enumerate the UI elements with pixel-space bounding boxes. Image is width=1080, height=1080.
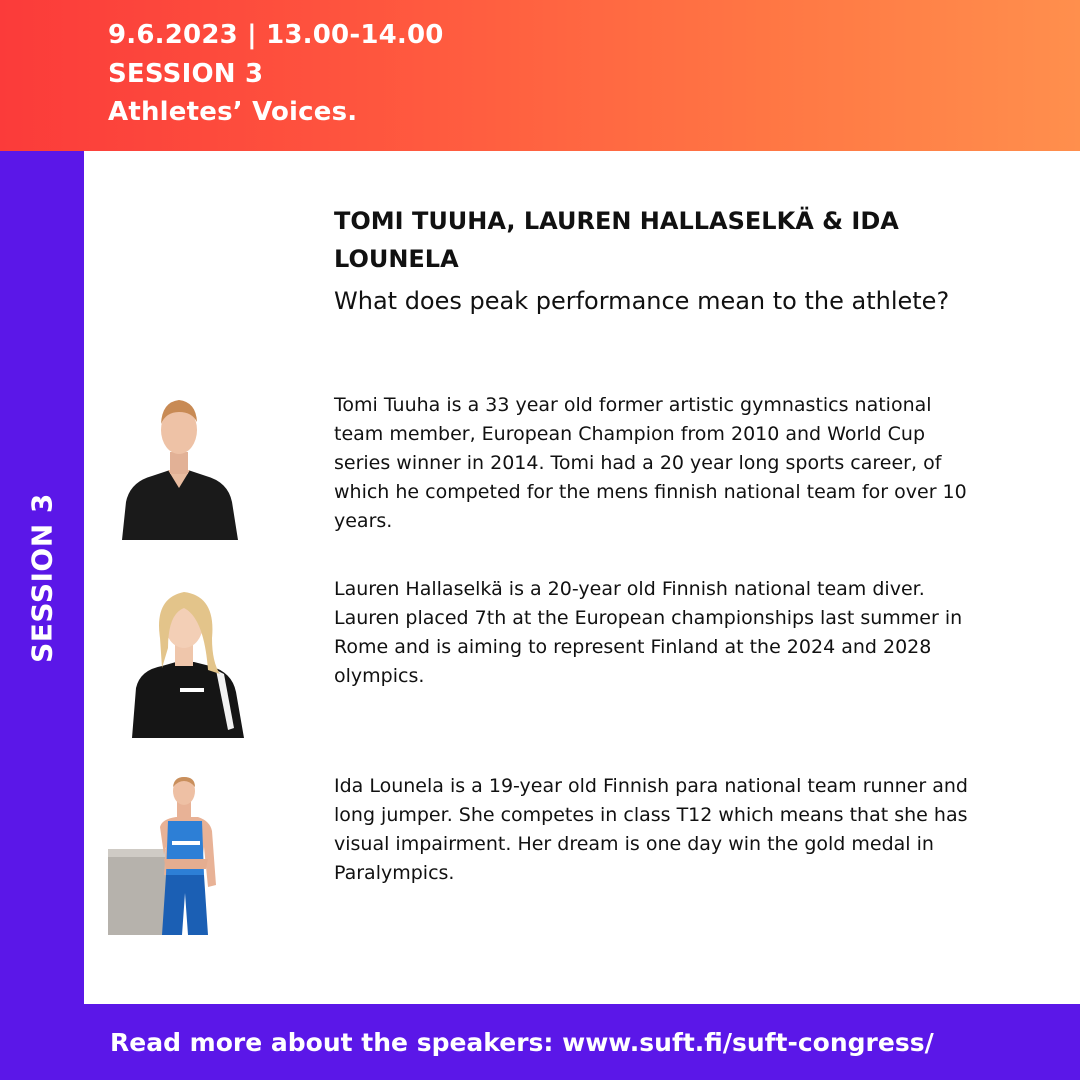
header-banner — [0, 0, 1080, 151]
session-date-time: 9.6.2023 | 13.00-14.00 — [108, 20, 444, 50]
speaker-photo-lauren — [120, 578, 250, 738]
footer-banner — [0, 1004, 1080, 1080]
footer-link-text[interactable]: Read more about the speakers: www.suft.fi/suft-congress/ — [110, 1028, 934, 1057]
speaker-photo-ida — [106, 775, 236, 935]
speaker-photo-tomi — [112, 390, 246, 540]
person-icon — [112, 390, 246, 540]
person-icon — [120, 578, 250, 738]
vertical-session-label: SESSION 3 — [25, 493, 59, 663]
bio-ida: Ida Lounela is a 19-year old Finnish para national team runner and long jumper. She competes in class T12 which means that she has visual impairment. Her dream is one day win the gold medal in Paralympics. — [334, 775, 968, 884]
session-title: Athletes’ Voices. — [108, 97, 358, 127]
talk-title: What does peak performance mean to the athlete? — [334, 287, 950, 315]
bio-tomi: Tomi Tuuha is a 33 year old former artistic gymnastics national team member, European Champion from 2010 and World Cup series winner in 2014. Tomi had a 20 year long sports career, of which he competed for the mens finnish national team for over 10 years. — [334, 394, 967, 532]
speakers-title: TOMI TUUHA, LAUREN HALLASELKÄ & IDA LOUNELA — [334, 207, 899, 273]
person-icon — [106, 775, 236, 935]
session-number: SESSION 3 — [108, 59, 264, 89]
bio-lauren: Lauren Hallaselkä is a 20-year old Finnish national team diver. Lauren placed 7th at the European championships last summer in Rome and is aiming to represent Finland at the 2024 and 2028 olympics. — [334, 578, 963, 687]
